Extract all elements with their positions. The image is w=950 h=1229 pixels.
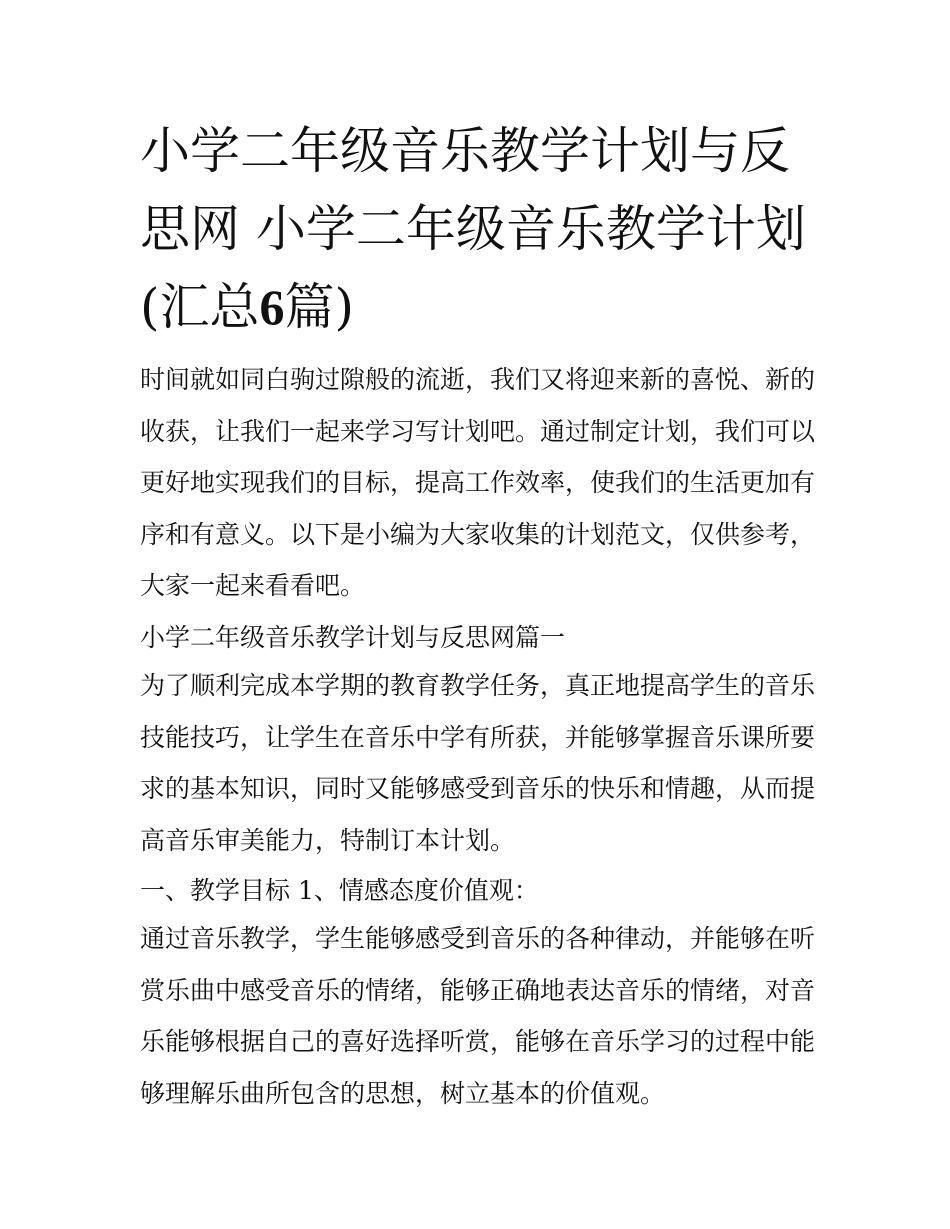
paragraph-purpose: 为了顺利完成本学期的教育教学任务，真正地提高学生的音乐技能技巧，让学生在音乐中学有所获，并能够掌握音乐课所要求的基本知识，同时又能够感受到音乐的快乐和情趣，从而提高音乐审美能力，特制订本计划。 [140,671,816,855]
title-line-1: 小学二年级音乐教学计划与反 [140,122,790,180]
section-heading-part-1: 小学二年级音乐教学计划与反思网篇一 [140,623,566,652]
title-line-3-open: (汇总 [140,278,260,336]
title-line-3-number: 6 [259,279,285,335]
intro-paragraph: 时间就如同白驹过隙般的流逝，我们又将迎来新的喜悦、新的收获，让我们一起来学习写计划吧。通过制定计划，我们可以更好地实现我们的目标，提高工作效率，使我们的生活更加有序和有意义。以下是小编为大家收集的计划范文，仅供参考，大家一起来看看吧。 [140,365,816,600]
section-heading-teaching-goals: 一、教学目标 1、情感态度价值观： [140,876,539,905]
document-title [140,112,820,346]
paragraph-emotion-attitude-values: 通过音乐教学，学生能够感受到音乐的各种律动，并能够在听赏乐曲中感受音乐的情绪，能够正确地表达音乐的情绪，对音乐能够根据自己的喜好选择听赏，能够在音乐学习的过程中能够理解乐曲所包含的思想，树立基本的价值观。 [140,924,816,1108]
title-line-3-close: 篇) [284,278,355,336]
title-line-2: 思网 小学二年级音乐教学计划 [140,200,806,258]
